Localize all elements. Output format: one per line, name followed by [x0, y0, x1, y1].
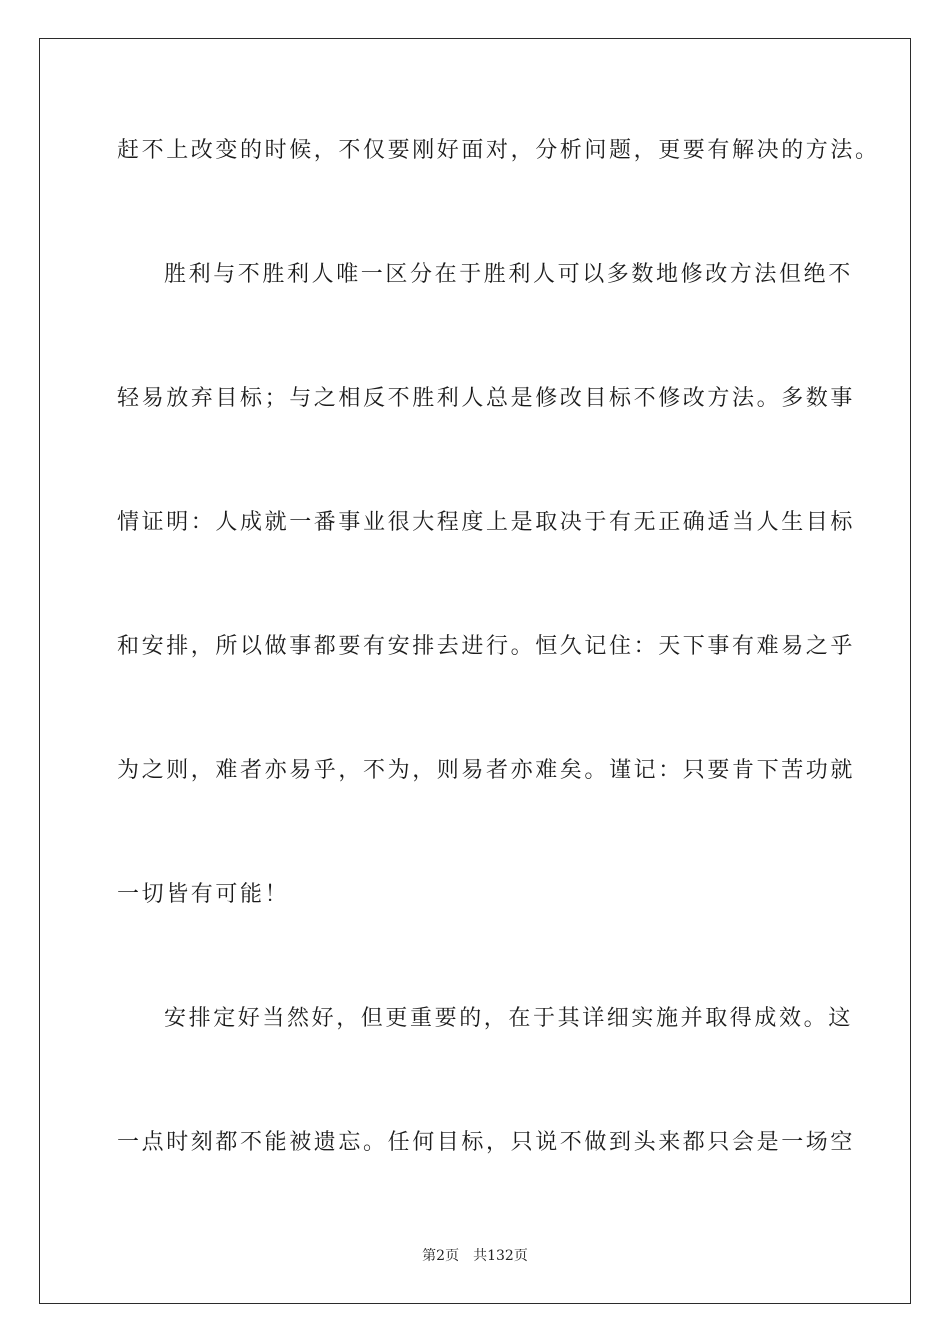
- text-line: 和安排，所以做事都要有安排去进行。恒久记住：天下事有难易之乎: [117, 634, 856, 659]
- paragraph-start-line: 胜利与不胜利人唯一区分在于胜利人可以多数地修改方法但绝不: [164, 262, 853, 287]
- text-line: 情证明：人成就一番事业很大程度上是取决于有无正确适当人生目标: [117, 510, 856, 535]
- text-line: 轻易放弃目标；与之相反不胜利人总是修改目标不修改方法。多数事: [117, 386, 856, 411]
- page-border: [39, 38, 911, 1304]
- text-line: 赶不上改变的时候，不仅要刚好面对，分析问题，更要有解决的方法。: [117, 138, 880, 163]
- text-line: 为之则，难者亦易乎，不为，则易者亦难矣。谨记：只要肯下苦功就: [117, 758, 856, 783]
- text-line: 一切皆有可能！: [117, 882, 290, 907]
- total-pages: 共132页: [473, 1248, 528, 1264]
- text-line: 一点时刻都不能被遗忘。任何目标，只说不做到头来都只会是一场空: [117, 1130, 856, 1155]
- page-footer: [0, 1247, 950, 1265]
- page-number: 第2页: [422, 1248, 460, 1264]
- paragraph-start-line: 安排定好当然好，但更重要的，在于其详细实施并取得成效。这: [164, 1006, 853, 1031]
